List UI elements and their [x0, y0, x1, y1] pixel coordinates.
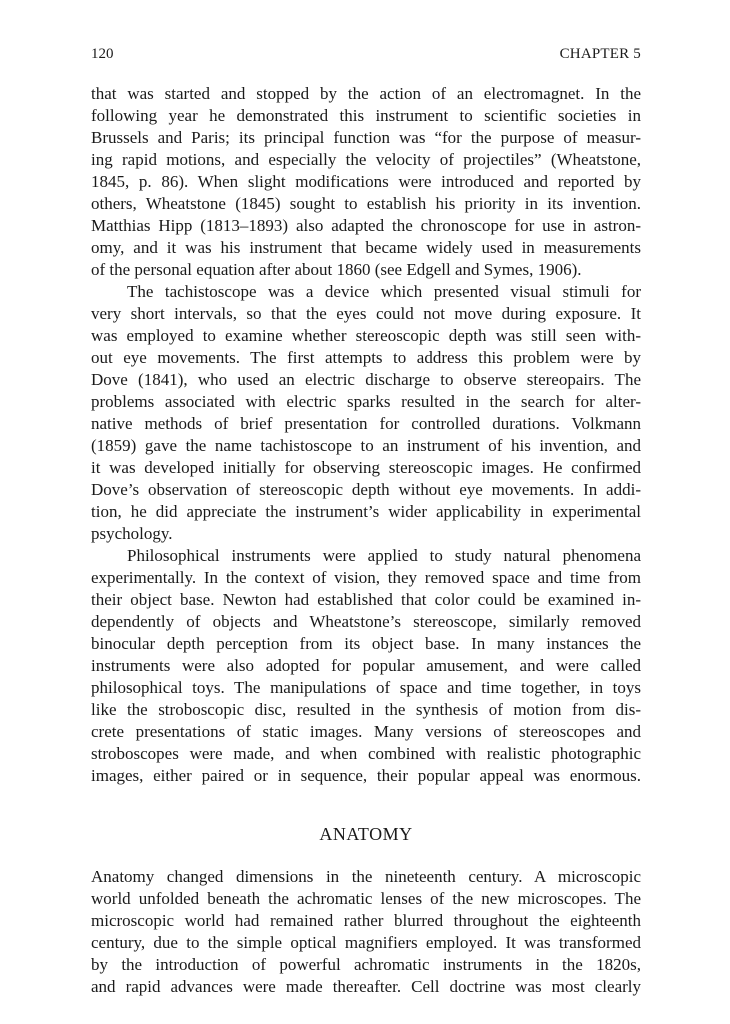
text-line: Dove’s observation of stereoscopic depth without eye movements. In addi- [91, 480, 641, 499]
text-line: century, due to the simple optical magnifiers employed. It was transformed [91, 933, 641, 952]
text-line: images, either paired or in sequence, their popular appeal was enormous. [91, 766, 641, 785]
text-line: of the personal equation after about 1860 (see Edgell and Symes, 1906). [91, 260, 582, 279]
text-line: dependently of objects and Wheatstone’s stereoscope, similarly removed [91, 612, 641, 631]
text-line: tion, he did appreciate the instrument’s wider applicability in experimental [91, 502, 641, 521]
text-line: others, Wheatstone (1845) sought to establish his priority in its invention. [91, 194, 641, 213]
text-line: The tachistoscope was a device which presented visual stimuli for [127, 282, 641, 301]
text-line: following year he demonstrated this instrument to scientific societies in [91, 106, 641, 125]
text-line: Matthias Hipp (1813–1893) also adapted the chronoscope for use in astron- [91, 216, 641, 235]
text-line: it was developed initially for observing stereoscopic images. He confirmed [91, 458, 641, 477]
page-number: 120 [91, 46, 114, 62]
text-line: Brussels and Paris; its principal function was “for the purpose of measur- [91, 128, 641, 147]
text-line: omy, and it was his instrument that became widely used in measurements [91, 238, 641, 257]
text-line: microscopic world had remained rather blurred throughout the eighteenth [91, 911, 641, 930]
text-line: that was started and stopped by the action of an electromagnet. In the [91, 84, 641, 103]
text-line: philosophical toys. The manipulations of space and time together, in toys [91, 678, 641, 697]
text-line: out eye movements. The first attempts to address this problem were by [91, 348, 641, 367]
text-line: ing rapid motions, and especially the velocity of projectiles” (Wheatstone, [91, 150, 641, 169]
text-line: and rapid advances were made thereafter. Cell doctrine was most clearly [91, 977, 641, 996]
running-head [91, 44, 641, 64]
text-line: Dove (1841), who used an electric discharge to observe stereopairs. The [91, 370, 641, 389]
text-line: (1859) gave the name tachistoscope to an instrument of his invention, and [91, 436, 641, 455]
text-line: native methods of brief presentation for controlled durations. Volkmann [91, 414, 641, 433]
text-line: world unfolded beneath the achromatic lenses of the new microscopes. The [91, 889, 641, 908]
text-line: like the stroboscopic disc, resulted in the synthesis of motion from dis- [91, 700, 641, 719]
text-line: experimentally. In the context of vision, they removed space and time from [91, 568, 641, 587]
text-line: problems associated with electric sparks resulted in the search for alter- [91, 392, 641, 411]
text-line: was employed to examine whether stereoscopic depth was still seen with- [91, 326, 641, 345]
text-line: their object base. Newton had established that color could be examined in- [91, 590, 641, 609]
text-line: stroboscopes were made, and when combined with realistic photographic [91, 744, 641, 763]
text-line: binocular depth perception from its object base. In many instances the [91, 634, 641, 653]
text-line: very short intervals, so that the eyes could not move during exposure. It [91, 304, 641, 323]
text-line: instruments were also adopted for popular amusement, and were called [91, 656, 641, 675]
text-line: Anatomy changed dimensions in the nineteenth century. A microscopic [91, 867, 641, 886]
chapter-label: CHAPTER 5 [559, 46, 641, 62]
text-line: psychology. [91, 524, 173, 543]
text-line: Philosophical instruments were applied to study natural phenomena [127, 546, 641, 565]
text-line: crete presentations of static images. Many versions of stereoscopes and [91, 722, 641, 741]
text-line: 1845, p. 86). When slight modifications were introduced and reported by [91, 172, 641, 191]
text-line: by the introduction of powerful achromatic instruments in the 1820s, [91, 955, 641, 974]
section-heading: ANATOMY [319, 824, 413, 844]
